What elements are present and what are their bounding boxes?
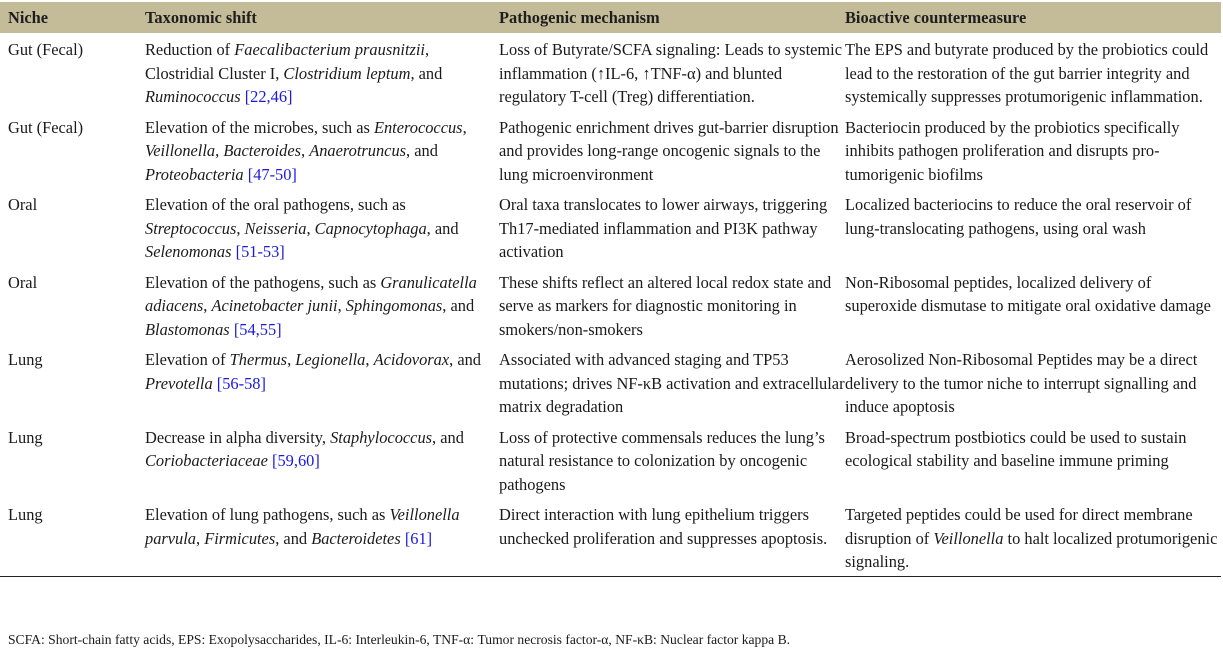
- cell-text: Oral taxa translocates to lower airways, triggering Th17-mediated inflammation and PI3K pathway activation: [499, 195, 828, 261]
- cell-bioactive-countermeasure: [845, 33, 1221, 116]
- cell-pathogenic-mechanism: [499, 193, 845, 271]
- table-row: [0, 271, 1221, 349]
- cell-pathogenic-mechanism: [499, 33, 845, 116]
- cell-text: to halt localized protumorigenic signaling.: [845, 528, 1218, 571]
- taxon-name: Bacteroides: [223, 141, 301, 160]
- taxon-name: Proteobacteria: [145, 164, 244, 184]
- table-row: [0, 193, 1221, 271]
- cell-taxonomic-shift: [145, 33, 499, 116]
- taxon-name: Veillonella: [145, 141, 216, 160]
- microbiome-table: [0, 2, 1221, 577]
- reference-link[interactable]: [61]: [404, 528, 433, 548]
- cell-text: Pathogenic enrichment drives gut-barrier disruption and provides long-range oncogenic signals to the lung microenvironment: [499, 117, 839, 184]
- cell-text: The EPS and butyrate produced by the probiotics could lead to the restoration of the gut barrier integrity and systemically suppresses protumorigenic inflammation.: [845, 40, 1209, 106]
- cell-taxonomic-shift: [145, 193, 499, 271]
- cell-text: ,: [236, 218, 245, 238]
- taxon-name: Bacteroidetes: [311, 528, 401, 548]
- cell-bioactive-countermeasure: [845, 116, 1221, 194]
- cell-niche: Lung: [0, 503, 145, 576]
- cell-bioactive-countermeasure: [845, 193, 1221, 271]
- cell-pathogenic-mechanism: [499, 271, 845, 349]
- cell-text: , and: [410, 63, 443, 83]
- cell-niche: Gut (Fecal): [8, 40, 84, 59]
- cell-bioactive-countermeasure: [845, 503, 1221, 576]
- cell-text: , and: [432, 427, 464, 447]
- table-footnote: SCFA: Short-chain fatty acids, EPS: Exopolysaccharides, IL-6: Interleukin-6, TNF-α: Tumor necrosis factor-α, NF-κB: Nuclear factor kappa B.: [8, 632, 791, 647]
- taxon-name: Ruminococcus: [145, 87, 241, 106]
- taxon-name: Capnocytophaga: [314, 218, 427, 238]
- taxon-name: Veillonella parvula: [145, 505, 460, 548]
- header-niche: Niche: [0, 2, 145, 33]
- cell-niche: Gut (Fecal): [8, 117, 84, 137]
- cell-text: ,: [462, 117, 467, 137]
- cell-bioactive-countermeasure: [845, 348, 1221, 426]
- cell-text: Targeted peptides could be used for direct membrane disruption of: [845, 505, 1193, 548]
- cell-text: , and: [406, 141, 438, 160]
- cell-text: Loss of Butyrate/SCFA signaling: Leads to systemic inflammation (↑IL-6, ↑TNF-α) and blunted regulatory T-cell (Treg) differentiation.: [499, 40, 842, 106]
- taxon-name: Veillonella: [933, 528, 1004, 548]
- cell-text: These shifts reflect an altered local redox state and serve as markers for diagnostic monitoring in smokers/non-smokers: [499, 272, 832, 339]
- cell-text: Elevation of the pathogens, such as: [145, 272, 381, 292]
- cell-text: Direct interaction with lung epithelium triggers unchecked proliferation and suppresses apoptosis.: [499, 505, 828, 548]
- header-taxonomic-shift: Taxonomic shift: [145, 2, 499, 33]
- taxon-name: Enterococcus: [373, 117, 463, 137]
- cell-niche: Lung: [8, 350, 43, 369]
- cell-text: ,: [215, 141, 224, 160]
- taxon-name: Clostridium leptum: [283, 63, 411, 83]
- cell-bioactive-countermeasure: [845, 426, 1221, 504]
- cell-text: Elevation of lung pathogens, such as: [145, 505, 390, 524]
- cell-text: Elevation of the microbes, such as: [145, 117, 374, 137]
- cell-taxonomic-shift: [145, 271, 499, 349]
- taxon-name: Acidovorax: [373, 350, 450, 369]
- reference-link[interactable]: [59,60]: [272, 451, 320, 470]
- reference-link[interactable]: [22,46]: [244, 87, 293, 106]
- cell-text: Aerosolized Non-Ribosomal Peptides may be a direct delivery to the tumor niche to interrupt signalling and induce apoptosis: [845, 350, 1198, 416]
- cell-text: Non-Ribosomal peptides, localized delivery of superoxide dismutase to mitigate oral oxidative damage: [845, 272, 1211, 315]
- table-body: [0, 33, 1221, 576]
- taxon-name: Thermus: [229, 350, 288, 369]
- cell-text: Loss of protective commensals reduces the lung’s natural resistance to colonization by oncogenic pathogens: [499, 427, 825, 494]
- cell-taxonomic-shift: [145, 426, 499, 504]
- table-row: [0, 503, 1221, 576]
- taxon-name: Anaerotruncus: [309, 141, 407, 160]
- cell-text: ,: [301, 141, 310, 160]
- taxon-name: Neisseria: [244, 218, 307, 238]
- cell-niche: Oral: [8, 272, 38, 292]
- table-row: [0, 348, 1221, 426]
- reference-link[interactable]: [51-53]: [235, 242, 285, 261]
- cell-text: Broad-spectrum postbiotics could be used to sustain ecological stability and baseline immune priming: [845, 427, 1187, 470]
- cell-text: Reduction of: [145, 40, 235, 59]
- cell-pathogenic-mechanism: [499, 348, 845, 426]
- taxon-name: Faecalibacterium prausnitzii: [234, 40, 425, 59]
- cell-taxonomic-shift: [145, 116, 499, 194]
- header-bioactive-countermeasure: Bioactive countermeasure: [845, 2, 1221, 33]
- table-row: [0, 116, 1221, 194]
- cell-text: , and: [426, 218, 459, 238]
- cell-taxonomic-shift: [145, 503, 499, 576]
- cell-text: , and: [442, 296, 475, 315]
- taxon-name: Streptococcus: [145, 218, 237, 238]
- taxon-name: Legionella: [295, 350, 366, 369]
- header-row: [0, 2, 1221, 33]
- cell-text: Elevation of the oral pathogens, such as: [145, 195, 406, 214]
- cell-text: Decrease in alpha diversity,: [145, 427, 331, 447]
- taxon-name: Staphylococcus: [330, 427, 433, 447]
- cell-text: ,: [337, 296, 346, 315]
- reference-link[interactable]: [56-58]: [216, 373, 266, 393]
- cell-text: Bacteriocin produced by the probiotics specifically inhibits pathogen proliferation and disrupts pro-tumorigenic biofilms: [845, 117, 1180, 184]
- table-row: [0, 426, 1221, 504]
- taxon-name: Coriobacteriaceae: [145, 451, 268, 470]
- taxon-name: Blastomonas: [145, 319, 230, 339]
- table-row: [0, 33, 1221, 116]
- cell-text: ,: [365, 350, 374, 369]
- taxon-name: Selenomonas: [145, 242, 232, 261]
- reference-link[interactable]: [47-50]: [247, 164, 297, 184]
- cell-text: , Clostridial Cluster I,: [145, 40, 430, 83]
- table-header: [0, 2, 1221, 33]
- cell-taxonomic-shift: [145, 348, 499, 426]
- taxon-name: Prevotella: [145, 373, 213, 393]
- cell-text: Elevation of: [145, 350, 230, 369]
- cell-pathogenic-mechanism: [499, 426, 845, 504]
- cell-text: ,: [203, 296, 212, 315]
- cell-text: , and: [275, 528, 312, 548]
- cell-text: Localized bacteriocins to reduce the oral reservoir of lung-translocating pathogens, using oral wash: [845, 195, 1192, 238]
- cell-bioactive-countermeasure: [845, 271, 1221, 349]
- taxon-name: Sphingomonas: [345, 296, 443, 315]
- cell-text: , and: [449, 350, 482, 369]
- cell-pathogenic-mechanism: [499, 116, 845, 194]
- cell-text: ,: [196, 528, 205, 548]
- taxon-name: Acinetobacter junii: [211, 296, 338, 315]
- cell-text: ,: [306, 218, 315, 238]
- reference-link[interactable]: [54,55]: [233, 319, 282, 339]
- cell-text: Associated with advanced staging and TP53 mutations; drives NF-κB activation and extracellular matrix degradation: [499, 350, 845, 416]
- cell-niche: Lung: [8, 427, 43, 447]
- taxon-name: Granulicatella adiacens: [145, 272, 477, 315]
- cell-text: ,: [287, 350, 296, 369]
- cell-pathogenic-mechanism: [499, 503, 845, 576]
- header-pathogenic-mechanism: Pathogenic mechanism: [499, 2, 845, 33]
- cell-niche: Oral: [8, 195, 38, 214]
- taxon-name: Firmicutes: [204, 528, 276, 548]
